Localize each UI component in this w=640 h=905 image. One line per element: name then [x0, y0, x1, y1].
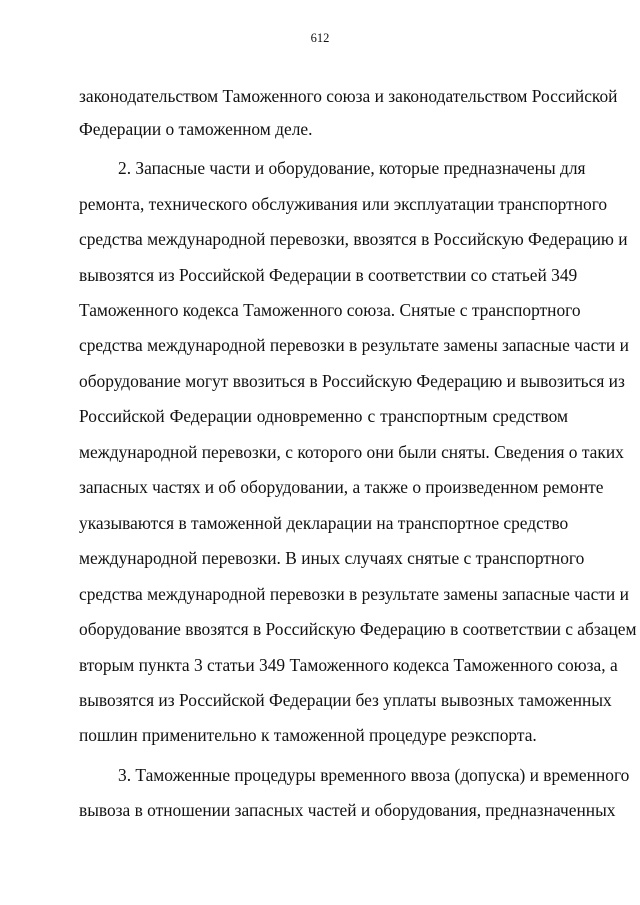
- text-line: средства международной перевозки, ввозятся в Российскую Федерацию и: [79, 229, 628, 249]
- paragraph-first-line: 3. Таможенные процедуры временного ввоза (допуска) и временного: [118, 765, 630, 785]
- text-line: средства международной перевозки в результате замены запасные части и: [79, 335, 629, 355]
- text-line: вывозятся из Российской Федерации без уплаты вывозных таможенных: [79, 690, 612, 710]
- text-line: вторым пункта 3 статьи 349 Таможенного кодекса Таможенного союза, а: [79, 655, 618, 675]
- text-line: вывоза в отношении запасных частей и оборудования, предназначенных: [79, 800, 616, 820]
- page-number: 612: [310, 31, 330, 45]
- text-line: запасных частях и об оборудовании, а также о произведенном ремонте: [79, 477, 604, 497]
- text-line: международной перевозки, с которого они были сняты. Сведения о таких: [79, 442, 624, 462]
- text-line: Таможенного кодекса Таможенного союза. Снятые с транспортного: [79, 300, 581, 320]
- text-line: международной перевозки. В иных случаях снятые с транспортного: [79, 548, 585, 568]
- text-line: оборудование ввозятся в Российскую Федерацию в соответствии с абзацем: [79, 619, 637, 639]
- paragraph-first-line: 2. Запасные части и оборудование, которые предназначены для: [118, 158, 586, 178]
- text-line: Российской Федерации одновременно с транспортным средством: [79, 406, 568, 426]
- text-line: Федерации о таможенном деле.: [79, 119, 313, 139]
- text-line: средства международной перевозки в результате замены запасные части и: [79, 584, 629, 604]
- text-line: указываются в таможенной декларации на транспортное средство: [79, 513, 569, 533]
- text-line: вывозятся из Российской Федерации в соответствии со статьей 349: [79, 265, 578, 285]
- text-line: пошлин применительно к таможенной процедуре реэкспорта.: [79, 725, 537, 745]
- text-line: законодательством Таможенного союза и законодательством Российской: [79, 86, 618, 106]
- text-line: ремонта, технического обслуживания или эксплуатации транспортного: [79, 194, 608, 214]
- text-line: оборудование могут ввозиться в Российскую Федерацию и вывозиться из: [79, 371, 625, 391]
